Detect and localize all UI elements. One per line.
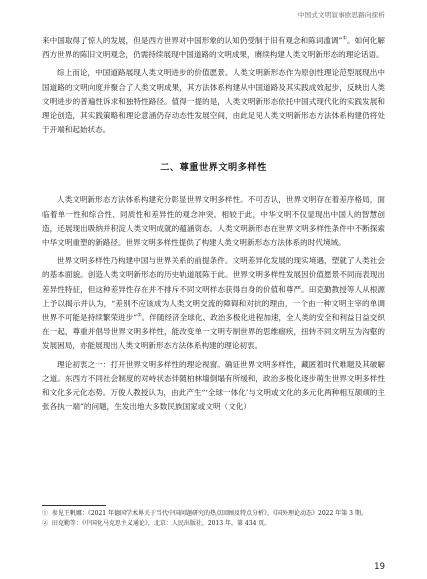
footnote-2-marker: ② [42,519,49,527]
footnote-2-text: 田克勤等：《中国化马克思主义通论》，北京：人民出版社，2013 年，第 434 页。 [51,519,271,527]
section-heading: 二、尊重世界文明多样性 [160,162,267,174]
footnote-2 [42,519,385,529]
main-text [42,34,385,414]
paragraph-3: 人类文明新形态方法体系构建充分彰显世界文明多样性。不可否认，世界文明存在着差序格局，面临着单一性和综合性、同质性和差异性的观念冲突。相较于此，中华文明不仅显现出中国人的智慧创造，还展现出吸纳并积淀人类文明成就的蕴涵资态。人类文明新形态在世界文明多样性条件中不断探索中华文明重塑的新路径。世界文明多样性提供了构建人类文明新形态方法体系的时代境域。 [42,195,385,248]
paragraph-5: 理论初衷之一：打开世界文明多样性的理论视窗。确证世界文明多样性，藏匿着时代难题及其破解之道。东西方不同社会制度的对峙状态伴随柏林墙倒塌有所缓和，政治多极化逐步萌生世界文明多样性和文化多元化态势。万俊人教授认为，由此产生“‘全球一体化’与文明或文化的多元化两种相互颉颃的主张各执一端”的问题，生发出地大多数民族国家或文明（文化） [42,359,385,412]
paragraph-2: 综上而论，中国道路展现人类文明进步的价值愿景。人类文明新形态作为原创性理论范型展现出中国道路的文明向度并聚合了人类文明成果，其方法体系构建从中国道路及其实践成效起步，反映出人类文明进步的普遍性诉求和独特性路径。值得一提的是，人类文明新形态依托中国式现代化的实践发展和理论创造，其实践策略和理论意涵仍存动态性发展空间，由此足见人类文明新形态方法体系构建仍将处于开端和起始状态。 [42,68,385,135]
paragraph-4-rest: 。伴随经济全球化、政治多极化进程加速，全人类的安全和利益日益交织在一起，尊重并倡导世界文明多样性，能改变单一文明专制世界的思维痼疾，扭转不同文明互为沟壑的发展困局，亦能展现出人类文明新形态方法体系构建的理论初衷。 [42,313,385,351]
paragraph-4 [42,254,385,353]
footnote-1-marker: ① [42,510,49,517]
footnote-marker-1[interactable]: ① [342,35,347,42]
paragraph-1-rest: 。如何化解西方世界的陈旧文明观念，仍需持续展现中国道路的文明成果，赓续构建人类文明新形态的理论话语。 [42,36,385,60]
footnote-marker-2[interactable]: ② [137,312,142,319]
footnotes [42,509,385,528]
page-number: 19 [374,562,385,572]
footnote-1 [42,509,385,519]
paragraph-1 [42,34,385,62]
running-header: 中国式文明叙事欧思路向探析 [297,11,385,19]
paragraph-1-text: 来中国取得了惊人的发展，但是西方世界对中国形象的认知仍受制于旧有观念和陈词滥调” [42,36,343,45]
paragraph-4-text: 世界文明多样性乃构建中国与世界关系的前提条件。文明差异化发展的现实境遇，塑就了人类社会的基本面貌。创造人类文明新形态的历史轨道展陈于此。世界文明多样性发展因价值愿景不同而表现出差异性特征，但这种差异性存在并不排斥不同文明样态获得自身的价值和尊严。田克勤教授等人从根源上予以揭示并认为，“差别不应该成为人类文明交流的障碍和对抗的理由，一个由一种文明主宰的单调世界不可能是持续繁荣进步” [42,256,385,323]
footnote-1-text: 参见王帆娜：《2021 年德国学术界关于当代中国问题研究的热点回顾及特点分析》，《国外理论动态》2022 年第 3 期。 [51,510,367,517]
footnote-divider [42,505,106,506]
